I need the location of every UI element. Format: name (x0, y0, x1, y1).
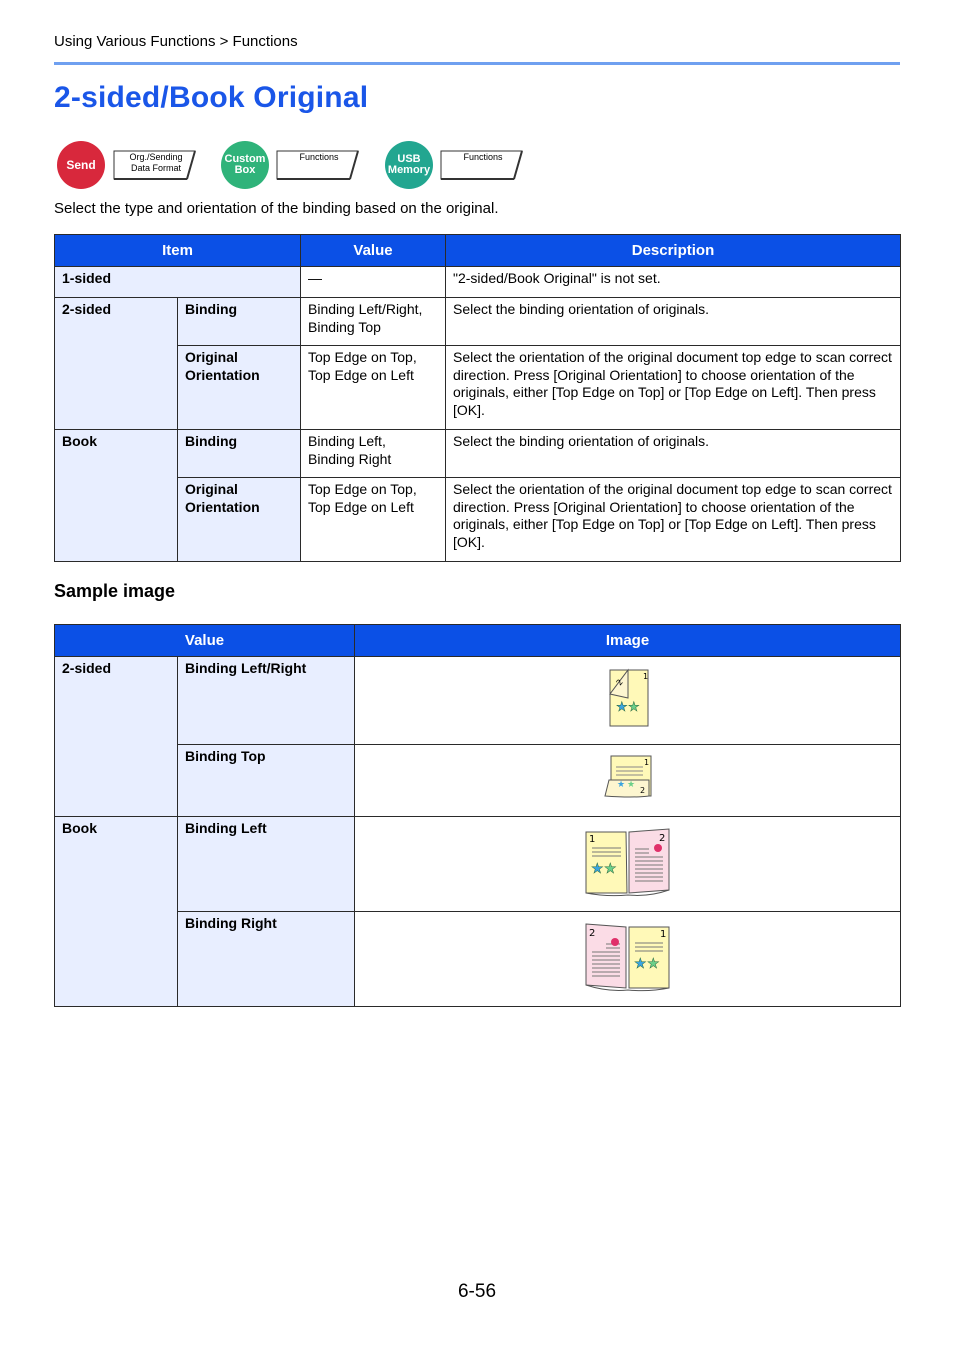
header-value: Value (55, 625, 355, 657)
image-cell (355, 745, 901, 817)
row-label-book: Book (55, 430, 178, 562)
svg-text:1: 1 (642, 672, 648, 682)
two-sided-left-right-illustration (606, 668, 650, 728)
svg-text:1: 1 (588, 833, 595, 845)
book-binding-right-illustration (583, 922, 673, 992)
header-rule (54, 62, 900, 65)
functions-tab-icon: Functions (440, 150, 524, 180)
svg-text:★: ★ (603, 860, 617, 877)
custom-box-mode-icon: Custom Box (221, 141, 269, 189)
svg-text:★: ★ (615, 700, 628, 716)
svg-text:2: 2 (658, 832, 665, 844)
sample-image-heading: Sample image (54, 581, 176, 601)
svg-text:★: ★ (626, 780, 635, 791)
book-binding-left-illustration (583, 827, 673, 897)
cell-description: Select the binding orientation of originals. (446, 430, 901, 478)
image-cell (355, 817, 901, 912)
sub-label-original-orientation: Original Orientation (178, 346, 301, 430)
org-sending-tab-icon: Org./Sending Data Format (113, 150, 197, 180)
row-label-2-sided: 2-sided (55, 298, 178, 430)
intro-text: Select the type and orientation of the binding based on the original. (54, 200, 499, 217)
header-value: Value (301, 235, 446, 267)
header-item: Item (55, 235, 301, 267)
settings-table (54, 234, 901, 562)
cell-value: Top Edge on Top, Top Edge on Left (301, 478, 446, 562)
sub-label-binding-left: Binding Left (178, 817, 355, 912)
svg-text:2: 2 (588, 927, 595, 939)
cell-description: "2-sided/Book Original" is not set. (446, 267, 901, 298)
svg-text:★: ★ (646, 955, 660, 972)
svg-text:★: ★ (633, 955, 647, 972)
cell-value: Binding Left/Right, Binding Top (301, 298, 446, 346)
svg-text:2: 2 (639, 786, 645, 796)
mode-icons (57, 141, 657, 189)
cell-value: — (301, 267, 446, 298)
page-number: 6-56 (457, 1281, 497, 1302)
cell-value: Top Edge on Top, Top Edge on Left (301, 346, 446, 430)
row-label-1-sided: 1-sided (55, 267, 301, 298)
sub-label-binding-right: Binding Right (178, 912, 355, 1007)
sub-label-original-orientation: Original Orientation (178, 478, 301, 562)
svg-text:★: ★ (590, 860, 604, 877)
cell-description: Select the binding orientation of originals. (446, 298, 901, 346)
page-title: 2-sided/Book Original (54, 81, 369, 114)
sub-label-binding: Binding (178, 430, 301, 478)
sub-label-binding-top: Binding Top (178, 745, 355, 817)
svg-text:1: 1 (643, 758, 649, 768)
sub-label-binding-left-right: Binding Left/Right (178, 657, 355, 745)
cell-value: Binding Left, Binding Right (301, 430, 446, 478)
image-cell (355, 657, 901, 745)
svg-text:1: 1 (659, 928, 666, 940)
svg-text:★: ★ (627, 700, 640, 716)
functions-tab-icon: Functions (276, 150, 360, 180)
svg-text:2: 2 (614, 677, 625, 688)
header-description: Description (446, 235, 901, 267)
header-image: Image (355, 625, 901, 657)
two-sided-top-illustration (603, 754, 653, 802)
sample-image-table (54, 624, 901, 1007)
row-label-2-sided: 2-sided (55, 657, 178, 817)
breadcrumb: Using Various Functions > Functions (54, 33, 298, 50)
cell-description: Select the orientation of the original document top edge to scan correct direction. Press [Original Orientation] to choose orientation of the originals, either [Top Edge on Top] or [Top Edge on Left]. Then press [OK]. (446, 478, 901, 562)
row-label-book: Book (55, 817, 178, 1007)
cell-description: Select the orientation of the original document top edge to scan correct direction. Press [Original Orientation] to choose orientation of the originals, either [Top Edge on Top] or [Top Edge on Left]. Then press [OK]. (446, 346, 901, 430)
image-cell (355, 912, 901, 1007)
sub-label-binding: Binding (178, 298, 301, 346)
usb-memory-mode-icon: USB Memory (385, 141, 433, 189)
svg-text:★: ★ (616, 780, 625, 791)
send-mode-icon: Send (57, 141, 105, 189)
